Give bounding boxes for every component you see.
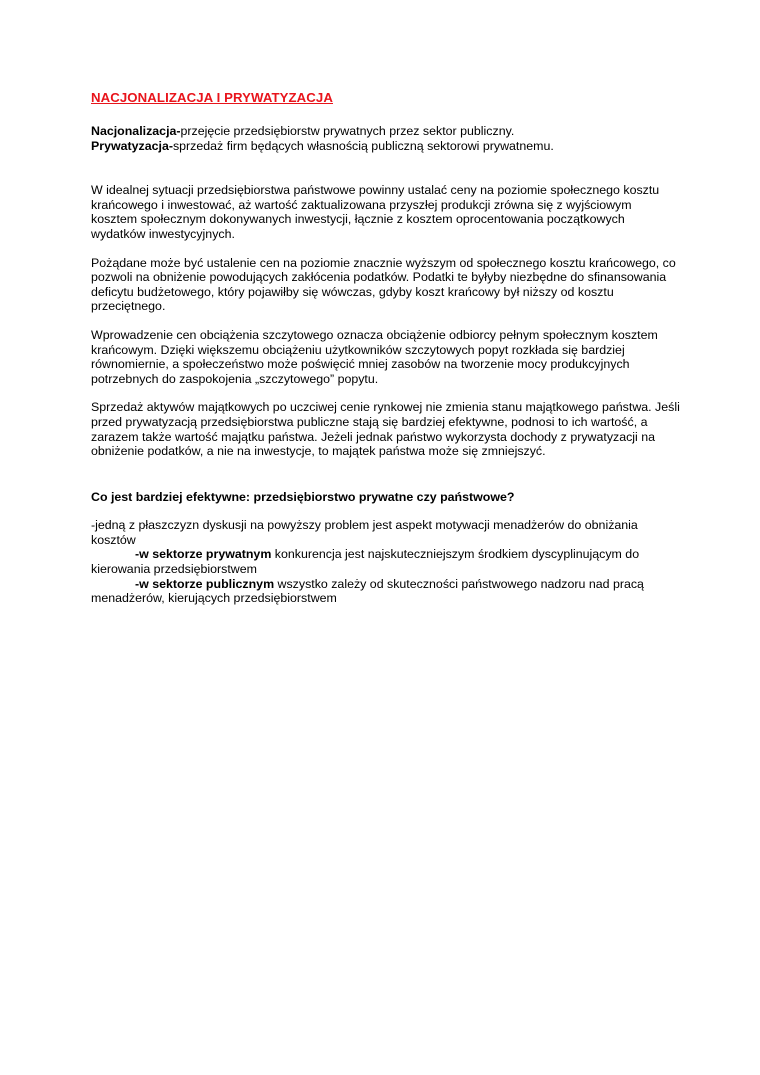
definition-text: przejęcie przedsiębiorstw prywatnych przez sektor publiczny. bbox=[180, 124, 515, 138]
paragraph: Sprzedaż aktywów majątkowych po uczciwej cenie rynkowej nie zmienia stanu majątkowego państwa. Jeśli przed prywatyzacją przedsiębiorstwa publiczne stają się bardziej efektywne, podnosi to ich wartość, a zarazem także wartość majątku państwa. Jeżeli jednak państwo wykorzysta dochody z prywatyzacji na obniżenie podatków, a nie na inwestycje, to majątek państwa może się zmniejszyć. bbox=[91, 400, 680, 459]
definitions bbox=[91, 124, 681, 153]
point-text: konkurencja jest najskuteczniejszym środkiem dyscyplinującym do kierowania przedsiębiorstwem bbox=[91, 547, 640, 577]
point-private-sector bbox=[91, 547, 681, 576]
section-question: Co jest bardziej efektywne: przedsiębiorstwo prywatne czy państwowe? bbox=[91, 489, 515, 504]
definition-term: Nacjonalizacja- bbox=[91, 124, 181, 138]
paragraph: W idealnej sytuacji przedsiębiorstwa państwowe powinny ustalać ceny na poziomie społecznego kosztu krańcowego i inwestować, aż wartość zaktualizowana przyszłej produkcji zrówna się z wyjściowym kosztem społecznym dokonywanych inwestycji, łącznie z kosztem oprocentowania początkowych wydatków inwestycyjnych. bbox=[91, 183, 660, 241]
definition-text: sprzedaż firm będących własnością publiczną sektorowi prywatnemu. bbox=[172, 138, 554, 153]
document-title: NACJONALIZACJA I PRYWATYZACJA bbox=[91, 90, 333, 105]
definition-term: Prywatyzacja- bbox=[91, 138, 173, 153]
document-page bbox=[91, 90, 681, 606]
point-term: -w sektorze prywatnym bbox=[135, 547, 272, 562]
paragraph: Pożądane może być ustalenie cen na poziomie znacznie wyższym od społecznego kosztu krańcowego, co pozwoli na obniżenie powodujących zakłócenia podatków. Podatki te byłyby niezbędne do sfinansowania deficytu budżetowego, który pojawiłby się wówczas, gdyby koszt krańcowy był niższy od kosztu przeciętnego. bbox=[91, 255, 676, 314]
point-text: wszystko zależy od skuteczności państwowego nadzoru nad pracą menadżerów, kierujących przedsiębiorstwem bbox=[91, 576, 644, 606]
point-public-sector bbox=[91, 577, 681, 606]
definition-nacjonalizacja bbox=[91, 124, 681, 139]
answer-intro: -jedną z płaszczyzn dyskusji na powyższy problem jest aspekt motywacji menadżerów do obniżania kosztów bbox=[91, 518, 638, 547]
paragraph: Wprowadzenie cen obciążenia szczytowego oznacza obciążenie odbiorcy pełnym społecznym kosztem krańcowym. Dzięki większemu obciążeniu użytkowników szczytowych popyt rozkłada się bardziej równomiernie, a społeczeństwo może poświęcić mniej zasobów na tworzenie mocy produkcyjnych potrzebnych do zaspokojenia „szczytowego” popytu. bbox=[91, 327, 658, 386]
definition-prywatyzacja bbox=[91, 139, 681, 154]
point-term: -w sektorze publicznym bbox=[135, 576, 275, 591]
